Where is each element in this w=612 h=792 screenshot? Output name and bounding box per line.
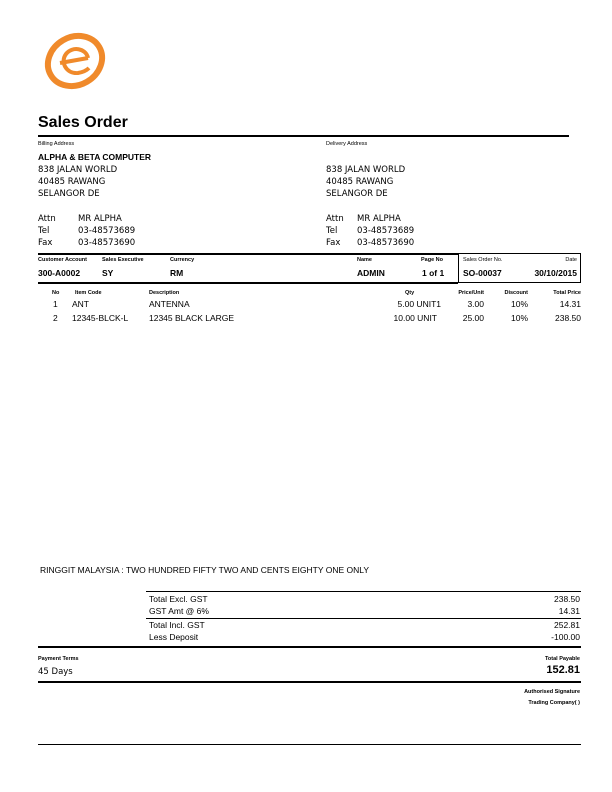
currency-label: Currency	[170, 257, 195, 263]
sales-executive: SY	[102, 268, 114, 278]
col-discount: Discount	[504, 290, 528, 296]
col-item-code: Item Code	[75, 290, 102, 296]
sales-executive-label: Sales Executive	[102, 257, 144, 263]
delivery-fax: 03-48573690	[357, 238, 415, 248]
row-1-qty: 5.00 UNIT1	[397, 299, 441, 309]
row-1-discount: 10%	[510, 299, 528, 309]
gst-amt: 14.31	[558, 606, 580, 616]
row-1-code: ANT	[72, 299, 89, 309]
currency: RM	[170, 268, 184, 278]
total-payable-label: Total Payable	[544, 656, 580, 662]
billing-line-3: SELANGOR DE	[38, 189, 100, 199]
row-2-discount: 10%	[510, 313, 528, 323]
delivery-attn: MR ALPHA	[357, 214, 401, 224]
col-qty: Qty	[405, 290, 415, 296]
total-payable: 152.81	[546, 664, 580, 676]
page-no-label: Page No	[421, 257, 444, 263]
delivery-tel-label: Tel	[326, 226, 338, 236]
authorised-signature: Authorised Signature	[524, 689, 580, 695]
payment-terms: 45 Days	[38, 667, 73, 677]
payable-rule	[38, 681, 581, 683]
delivery-line-3: SELANGOR DE	[326, 189, 388, 199]
so-no-label: Sales Order No.	[463, 257, 503, 263]
footer-rule	[38, 744, 581, 745]
billing-attn-label: Attn	[38, 214, 56, 224]
less-deposit: -100.00	[551, 632, 580, 642]
billing-address-label: Billing Address	[38, 141, 75, 147]
customer-account: 300-A0002	[38, 268, 81, 278]
billing-fax: 03-48573690	[78, 238, 136, 248]
delivery-line-2: 40485 RAWANG	[326, 177, 394, 187]
page-no: 1 of 1	[422, 268, 445, 278]
gst-amt-label: GST Amt @ 6%	[149, 606, 209, 616]
info-bottom-rule	[38, 282, 458, 284]
total-excl-gst: 238.50	[554, 594, 580, 604]
col-no: No	[52, 290, 60, 296]
totals-bottom-rule	[38, 646, 581, 648]
customer-account-label: Customer Account	[38, 257, 87, 263]
col-description: Description	[149, 290, 180, 296]
billing-tel: 03-48573689	[78, 226, 136, 236]
billing-tel-label: Tel	[38, 226, 50, 236]
row-2-desc: 12345 BLACK LARGE	[149, 313, 235, 323]
delivery-attn-label: Attn	[326, 214, 344, 224]
row-2-qty: 10.00 UNIT	[393, 313, 437, 323]
totals-mid-rule	[146, 618, 581, 619]
delivery-line-1: 838 JALAN WORLD	[326, 165, 406, 175]
delivery-address-label: Delivery Address	[326, 141, 368, 147]
name-label: Name	[357, 257, 372, 263]
amount-in-words: RINGGIT MALAYSIA : TWO HUNDRED FIFTY TWO AND CENTS EIGHTY ONE ONLY	[40, 565, 370, 575]
billing-name: ALPHA & BETA COMPUTER	[38, 152, 152, 162]
billing-attn: MR ALPHA	[78, 214, 122, 224]
row-2-total: 238.50	[555, 313, 581, 323]
total-excl-gst-label: Total Excl. GST	[149, 594, 208, 604]
so-no: SO-00037	[463, 268, 502, 278]
row-2-no: 2	[53, 313, 58, 323]
billing-fax-label: Fax	[38, 238, 53, 248]
row-1-desc: ANTENNA	[149, 299, 190, 309]
delivery-fax-label: Fax	[326, 238, 341, 248]
document-title: Sales Order	[38, 114, 128, 131]
company-logo	[40, 30, 110, 92]
name-value: ADMIN	[357, 268, 385, 278]
total-incl-gst-label: Total Incl. GST	[149, 620, 205, 630]
less-deposit-label: Less Deposit	[149, 632, 199, 642]
row-1-price: 3.00	[467, 299, 484, 309]
row-1-no: 1	[53, 299, 58, 309]
row-2-price: 25.00	[462, 313, 484, 323]
col-total: Total Price	[553, 290, 581, 296]
billing-line-2: 40485 RAWANG	[38, 177, 106, 187]
row-2-code: 12345-BLCK-L	[72, 313, 129, 323]
info-top-rule	[38, 253, 458, 255]
date-label: Date	[565, 257, 577, 263]
billing-line-1: 838 JALAN WORLD	[38, 165, 118, 175]
row-1-total: 14.31	[559, 299, 581, 309]
trading-company: Trading Company( )	[528, 700, 580, 706]
total-incl-gst: 252.81	[554, 620, 580, 630]
totals-top-rule	[146, 591, 581, 592]
date: 30/10/2015	[534, 268, 577, 278]
title-rule	[38, 135, 569, 137]
delivery-tel: 03-48573689	[357, 226, 415, 236]
col-price: Price/Unit	[458, 290, 484, 296]
payment-terms-label: Payment Terms	[38, 656, 79, 662]
